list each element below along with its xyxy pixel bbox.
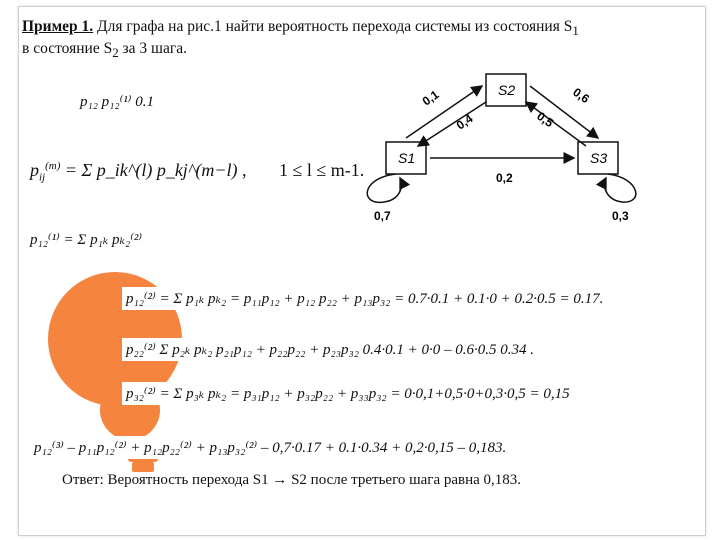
decor-square [132, 462, 154, 472]
problem-statement [22, 18, 662, 62]
state-graph [360, 66, 660, 236]
formula-4: p₁₂⁽²⁾ = Σ p₁ₖ pₖ₂ = p₁₁p₁₂ + p₁₂ p₂₂ + p₁₃p₃₂ = 0.7·0.1 + 0.1·0 + 0.2·0.5 = 0.17. [122, 287, 607, 310]
formula-6: p₃₂⁽²⁾ = Σ p₃ₖ pₖ₂ = p₃₁p₁₂ + p₃₂p₂₂ + p₃₃p₃₂ = 0·0,1+0,5·0+0,3·0,5 = 0,15 [122, 382, 574, 405]
formula-chapman-lhs: p [30, 160, 39, 180]
formula-7: p₁₂⁽³⁾ – p₁₁p₁₂⁽²⁾ + p₁₂p₂₂⁽²⁾ + p₁₃p₃₂⁽²⁾ – 0,7·0.17 + 0.1·0.34 + 0,2·0,15 – 0,183. [30, 436, 510, 459]
answer-line: Ответ: Вероятность перехода S1 → S2 после третьего шага равна 0,183. [62, 472, 522, 488]
state-sub: 1 [572, 23, 579, 39]
node-s3-label: S3 [590, 150, 608, 166]
problem-text-2: в состояние S [22, 40, 113, 58]
label-p12: 0,1 [419, 87, 442, 109]
loop-s1 [367, 174, 401, 202]
label-p13: 0,2 [496, 171, 513, 185]
formula-1: p₁₂ p₁₂⁽¹⁾ 0.1 [80, 94, 154, 110]
problem-text-3: за 3 шага. [118, 40, 187, 58]
label-p33: 0,3 [612, 209, 629, 223]
label-p23: 0,6 [570, 84, 592, 107]
loop-s3 [605, 174, 636, 202]
problem-text: Для графа на рис.1 найти вероятность перехода системы из состояния S [93, 18, 573, 35]
formula-5: p₂₂⁽²⁾ Σ p₂ₖ pₖ₂ p₂₁p₁₂ + p₂₂p₂₂ + p₂₃p₃₂ 0.4·0.1 + 0·0 – 0.6·0.5 0.34 . [122, 338, 538, 361]
label-p32: 0,5 [534, 108, 556, 131]
formula-chapman-cond: 1 ≤ l ≤ m-1. [279, 160, 365, 180]
edge-s3-s2 [526, 102, 586, 146]
label-p21: 0,4 [453, 111, 476, 133]
example-label: Пример 1. [22, 18, 94, 35]
label-p11: 0,7 [374, 209, 391, 223]
node-s2-label: S2 [498, 82, 516, 98]
node-s1-label: S1 [398, 150, 416, 166]
formula-3: p₁₂⁽¹⁾ = Σ p₁ₖ pₖ₂⁽²⁾ [30, 232, 143, 248]
edge-s2-s1 [418, 102, 486, 146]
formula-chapman: $p_{ij}^{(m)} = \Sigma$ p_ik^(l) p_kj^(m−l) , 1 ≤ l ≤ m-1. [30, 160, 365, 184]
formula-chapman-rhs: = Σ p_ik^(l) p_kj^(m−l) , [64, 160, 247, 180]
state-sub-2: 2 [112, 45, 119, 61]
